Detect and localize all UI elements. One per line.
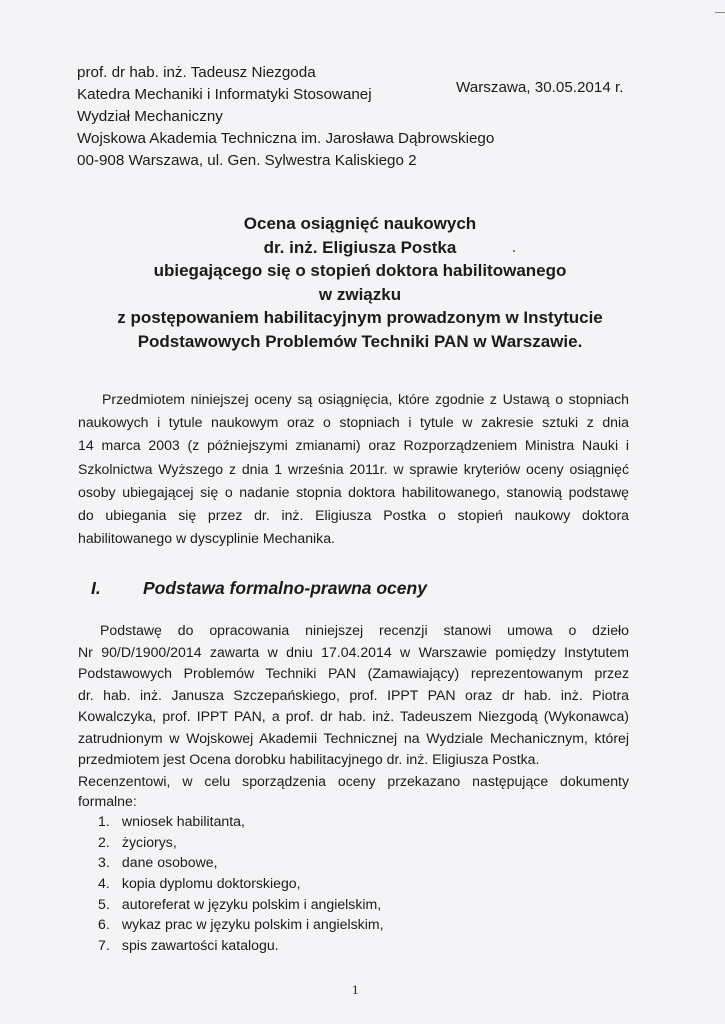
list-item: 6. wykaz prac w języku polskim i angielskim, bbox=[98, 916, 384, 933]
section-number: I. bbox=[91, 578, 101, 598]
documents-list bbox=[98, 811, 384, 956]
intro-line: 14 marca 2003 (z późniejszymi zmianami) oraz Rozporządzeniem Ministra Nauki i bbox=[78, 437, 629, 454]
basis-line: Podstawę do opracowania niniejszej recenzji stanowi umowa o dzieło bbox=[100, 622, 629, 638]
document-date: Warszawa, 30.05.2014 r. bbox=[456, 79, 624, 97]
author-line-faculty: Wydział Mechaniczny bbox=[77, 108, 223, 125]
list-item: 7. spis zawartości katalogu. bbox=[98, 937, 279, 954]
section-heading bbox=[91, 578, 427, 599]
basis-line: dr. hab. inż. Janusza Szczepańskiego, prof. IPPT PAN oraz dr hab. inż. Piotra bbox=[78, 686, 629, 703]
intro-line: Szkolnictwa Wyższego z dnia 1 września 2011r. w sprawie kryteriów oceny osiągnięć bbox=[78, 460, 629, 477]
title-line: Ocena osiągnięć naukowych bbox=[243, 214, 477, 233]
author-line-address: 00-908 Warszawa, ul. Gen. Sylwestra Kaliskiego 2 bbox=[77, 152, 417, 169]
author-line-name: prof. dr hab. inż. Tadeusz Niezgoda bbox=[77, 64, 316, 81]
basis-line: zatrudnionym w Wojskowej Akademii Technicznej na Wydziale Mechanicznym, której bbox=[78, 729, 629, 746]
intro-paragraph bbox=[78, 388, 629, 550]
document-title bbox=[60, 212, 660, 353]
scan-mark bbox=[715, 12, 725, 13]
list-item: 5. autoreferat w języku polskim i angielskim, bbox=[98, 895, 382, 912]
title-line: ubiegającego się o stopień doktora habilitowanego bbox=[153, 261, 567, 280]
basis-paragraph bbox=[78, 620, 629, 771]
list-item: 3. dane osobowe, bbox=[98, 854, 218, 871]
scan-speck bbox=[513, 250, 515, 252]
title-line: z postępowaniem habilitacyjnym prowadzonym w Instytucie bbox=[117, 308, 603, 327]
author-line-university: Wojskowa Akademia Techniczna im. Jarosława Dąbrowskiego bbox=[77, 130, 495, 147]
intro-line: habilitowanego w dyscyplinie Mechanika. bbox=[78, 530, 335, 547]
page-number: 1 bbox=[352, 982, 359, 997]
author-line-department: Katedra Mechaniki i Informatyki Stosowanej bbox=[77, 86, 372, 103]
list-item: 4. kopia dyplomu doktorskiego, bbox=[98, 875, 301, 892]
intro-line: do ubiegania się przez dr. inż. Eligiusza Postka o stopień naukowy doktora bbox=[78, 507, 629, 524]
basis-line: Nr 90/D/1900/2014 zawarta w dniu 17.04.2014 w Warszawie pomiędzy Instytutem bbox=[78, 643, 629, 660]
documents-intro-line: formalne: bbox=[78, 793, 137, 809]
list-item: 1. wniosek habilitanta, bbox=[98, 813, 245, 829]
documents-intro-line: Recenzentowi, w celu sporządzenia oceny przekazano następujące dokumenty bbox=[78, 773, 629, 789]
intro-line: naukowych i tytule naukowym oraz o stopniach i tytule w zakresie sztuki z dnia bbox=[78, 414, 629, 431]
title-line: w związku bbox=[318, 284, 402, 304]
section-title: Podstawa formalno-prawna oceny bbox=[143, 578, 427, 598]
basis-line: Kowalczyka, prof. IPPT PAN, a prof. dr hab. inż. Tadeuszem Niezgodą (Wykonawca) bbox=[78, 708, 629, 724]
intro-line: osoby ubiegającej się o nadanie stopnia doktora habilitowanego, stanowią podstawę bbox=[78, 483, 629, 500]
documents-intro bbox=[78, 771, 629, 811]
basis-line: Podstawowych Problemów Techniki PAN (Zamawiający) reprezentowanym przez bbox=[78, 665, 629, 681]
intro-line: Przedmiotem niniejszej oceny są osiągnięcia, które zgodnie z Ustawą o stopniach bbox=[102, 391, 629, 407]
title-line: Podstawowych Problemów Techniki PAN w Warszawie. bbox=[137, 331, 583, 351]
basis-line: przedmiotem jest Ocena dorobku habilitacyjnego dr. inż. Eligiusza Postka. bbox=[78, 751, 540, 767]
title-line: dr. inż. Eligiusza Postka bbox=[263, 237, 457, 257]
list-item: 2. życiorys, bbox=[98, 833, 177, 850]
